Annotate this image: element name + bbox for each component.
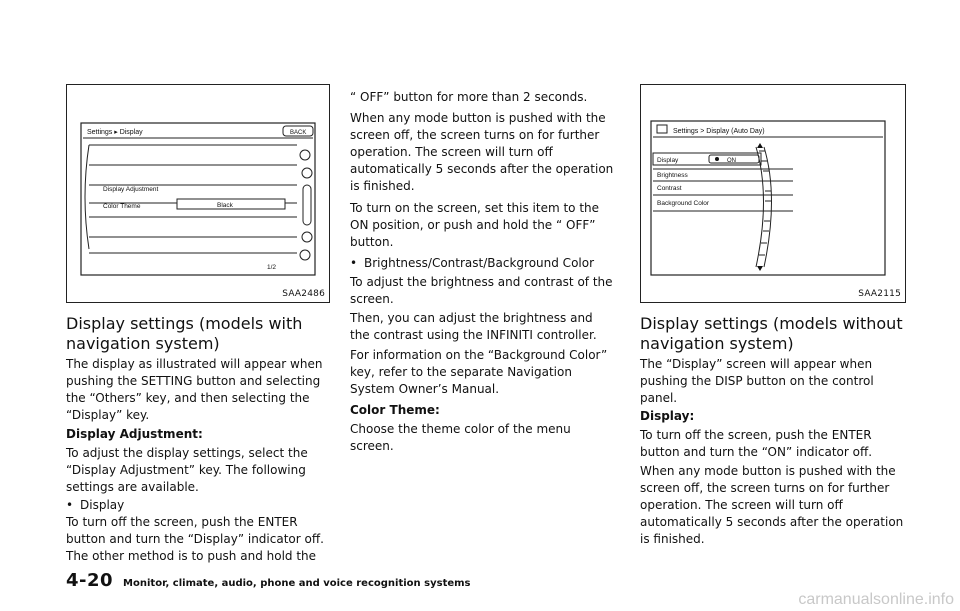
watermark: carmanualsonline.info: [798, 591, 954, 608]
page-indicator: 1/2: [267, 264, 277, 271]
color-theme-paragraph: Choose the theme color of the menu screen.: [350, 422, 571, 453]
page-footer: [66, 570, 471, 591]
section-heading-without-nav: Display settings (models without navigation system): [640, 314, 903, 353]
screen-item-brightness: Brightness: [657, 172, 688, 179]
display-bullet: • Display: [66, 497, 330, 514]
figure-code: SAA2115: [858, 289, 901, 299]
display-heading: Display:: [640, 409, 695, 423]
color-theme-heading: Color Theme:: [350, 403, 440, 417]
indicator-icon: [715, 157, 719, 161]
mode-button-paragraph: When any mode button is pushed with the screen off, the screen turns on for further operation. The screen will turn off automatically 5 seconds after the operation is finished.: [350, 111, 614, 193]
display-value: ON: [727, 158, 736, 164]
screen-item-display: Display: [657, 157, 679, 164]
intro-paragraph: The display as illustrated will appear when pushing the SETTING button and selecting the “Others” key, and then selecting the “Display” key.: [66, 357, 323, 422]
right-figure: [640, 84, 906, 303]
chevron-up-icon: [302, 168, 312, 178]
brightness-bullet: • Brightness/Contrast/Background Color: [350, 255, 614, 272]
theme-value: Black: [217, 202, 233, 209]
back-label: BACK: [290, 130, 307, 136]
page-number: 4-20: [66, 570, 114, 591]
screen-item-contrast: Contrast: [657, 185, 682, 192]
section-heading-with-nav: Display settings (models with navigation system): [66, 314, 303, 353]
scroll-down-icon: [300, 250, 310, 260]
controller-paragraph: Then, you can adjust the brightness and the contrast using the INFINITI controller.: [350, 311, 597, 342]
brightness-paragraph: To adjust the brightness and contrast of the screen.: [350, 275, 613, 306]
figure-code: SAA2486: [282, 289, 325, 299]
section-title: Monitor, climate, audio, phone and voice recognition systems: [123, 578, 471, 589]
display-adjustment-heading: Display Adjustment:: [66, 427, 203, 441]
screen-item-color-theme: Color Theme: [103, 203, 141, 210]
display-auto-day-screen-illustration: [641, 85, 905, 302]
screen-breadcrumb: Settings > Display (Auto Day): [673, 128, 765, 135]
off-button-paragraph: “ OFF” button for more than 2 seconds.: [350, 90, 588, 104]
display-off-paragraph: To turn off the screen, push the ENTER button and turn the “Display” indicator off. The other method is to push and hold the: [66, 515, 324, 563]
left-figure: [66, 84, 330, 303]
screen-item-background-color: Background Color: [657, 200, 710, 207]
background-color-paragraph: For information on the “Background Color” key, refer to the separate Navigation System Owner’s Manual.: [350, 348, 608, 396]
screen-breadcrumb: Settings ▸ Display: [87, 129, 143, 136]
display-adjustment-paragraph: To adjust the display settings, select the “Display Adjustment” key. The following settings are available.: [66, 446, 308, 494]
nav-display-screen-illustration: [67, 85, 329, 302]
settings-icon: [657, 125, 667, 133]
screen-item-display-adjustment: Display Adjustment: [103, 186, 159, 193]
disp-intro-paragraph: The “Display” screen will appear when pushing the DISP button on the control panel.: [640, 357, 874, 405]
turn-on-paragraph: To turn on the screen, set this item to the ON position, or push and hold the “ OFF” button.: [350, 201, 600, 249]
scroll-up-icon: [300, 150, 310, 160]
auto-off-paragraph: When any mode button is pushed with the screen off, the screen turns on for further operation. The screen will turn off automatically 5 seconds after the operation is finished.: [640, 464, 904, 546]
on-indicator-paragraph: To turn off the screen, push the ENTER button and turn the “ON” indicator off.: [640, 428, 873, 459]
chevron-down-icon: [302, 232, 312, 242]
